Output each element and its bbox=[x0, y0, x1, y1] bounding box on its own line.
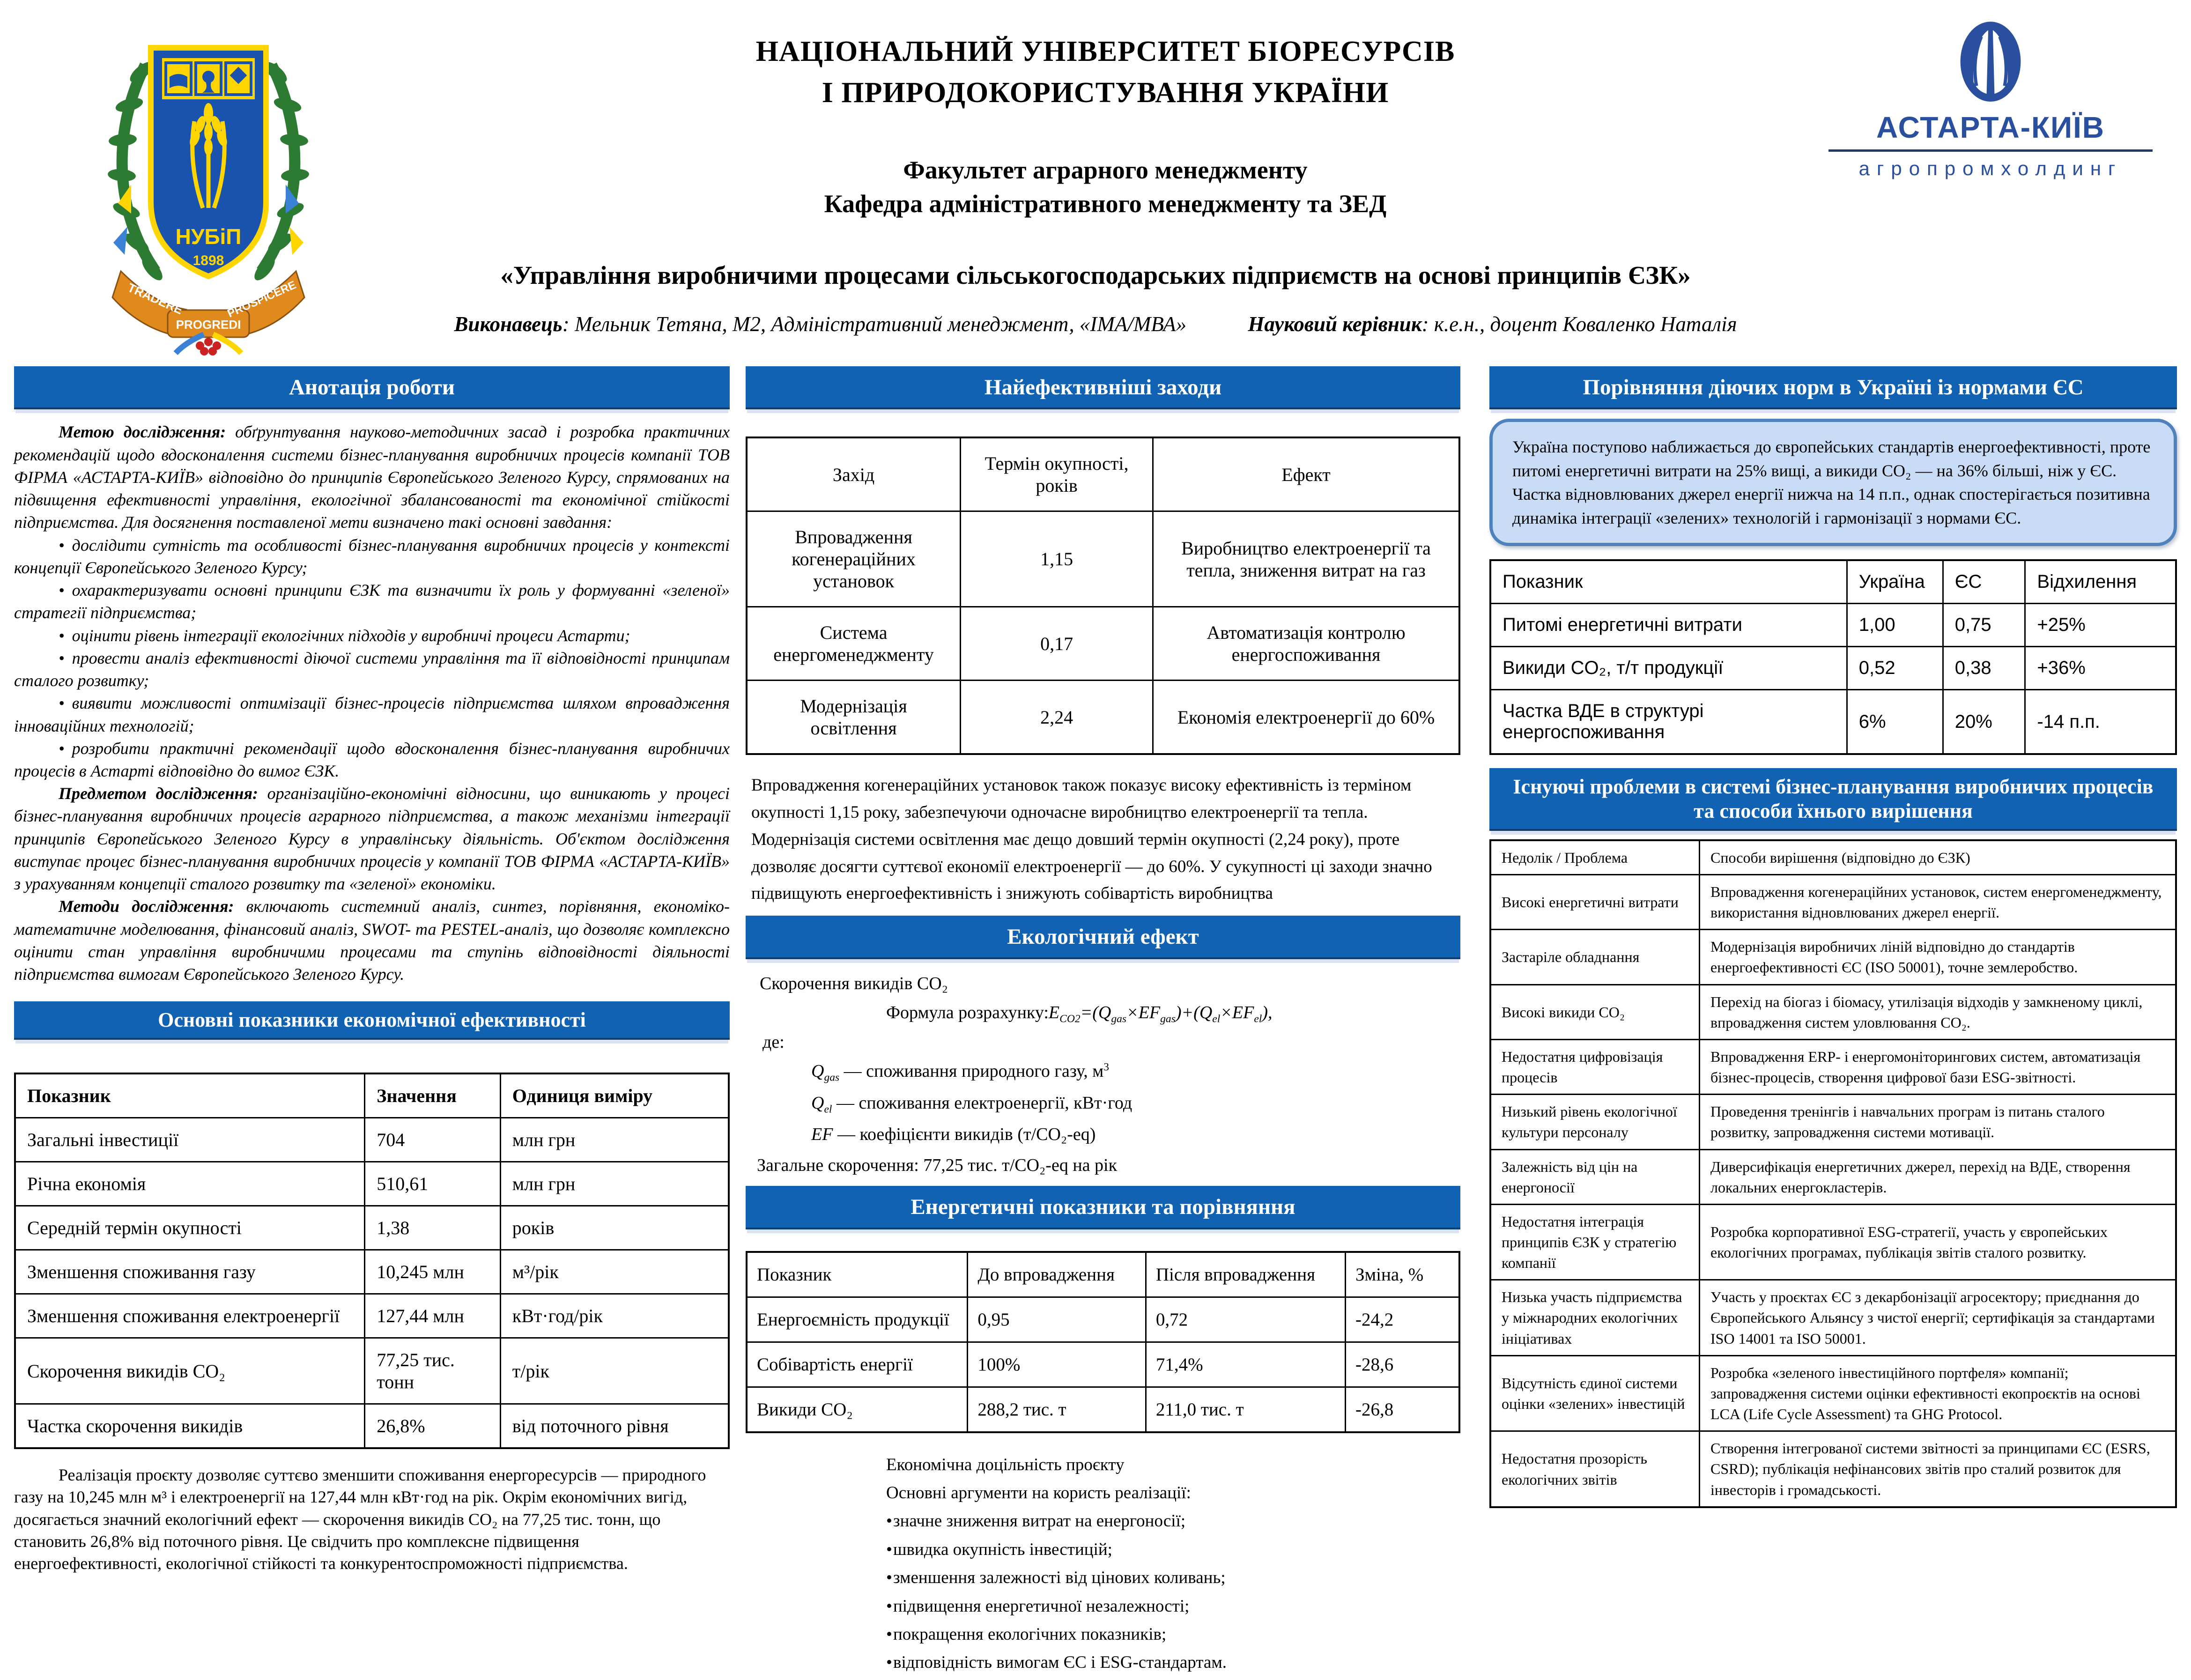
table-row bbox=[747, 1342, 1459, 1387]
cell: 77,25 тис. тонн bbox=[365, 1338, 501, 1404]
header-cell: Показник bbox=[1490, 560, 1847, 604]
university-name-line2: І ПРИРОДОКОРИСТУВАННЯ УКРАЇНИ bbox=[822, 77, 1389, 109]
ukraine-eu-infobox: Україна поступово наближається до європейських стандартів енергоефективності, проте питомі енергетичні витрати на 25% вищі, а викиди CO₂ — на 36% більші, ніж у ЄС. Частка відновлюваних джерел енергії нижча на 14 п.п., однак спостерігається позитивна динаміка інтеграції «зелених» технологій і гармонізації з нормами ЄС. bbox=[1489, 419, 2177, 546]
energy-table bbox=[746, 1251, 1460, 1433]
definition-text: — споживання електроенергії, кВт·год bbox=[832, 1093, 1133, 1113]
header-cell: Україна bbox=[1847, 560, 1943, 604]
ukraine-eu-table bbox=[1489, 559, 2177, 755]
formula-part: ×EF bbox=[1126, 1002, 1161, 1022]
header-cell: Показник bbox=[15, 1073, 365, 1118]
table-row bbox=[1490, 1355, 2176, 1431]
cell: 0,38 bbox=[1943, 647, 2025, 690]
formula-def-el bbox=[811, 1093, 1460, 1116]
astarta-subtitle: агропромхолдинг bbox=[1858, 157, 2123, 179]
column-measures bbox=[746, 366, 1460, 1680]
poster-title: «Управління виробничими процесами сільськогосподарських підприємств на основі принципів ЄЗК» bbox=[500, 261, 1691, 289]
astarta-divider bbox=[1828, 149, 2153, 152]
cell: -14 п.п. bbox=[2025, 690, 2176, 755]
cell: Високі енергетичні витрати bbox=[1490, 874, 1700, 929]
cell: Викиди CO₂, т/т продукції bbox=[1490, 647, 1847, 690]
cell: Відсутність єдиної системи оцінки «зелених» інвестицій bbox=[1490, 1355, 1700, 1431]
cell: Низька участь підприємства у міжнародних екологічних ініціативах bbox=[1490, 1280, 1700, 1355]
methods-label: Методи дослідження: bbox=[59, 897, 234, 916]
cell: млн грн bbox=[500, 1162, 729, 1206]
abstract-bullet bbox=[14, 647, 730, 692]
cell: 704 bbox=[365, 1118, 501, 1162]
table-row bbox=[15, 1404, 729, 1449]
bullet-text: виявити можливості оптимізації бізнес-процесів підприємства шляхом впровадження інноваційних технологій; bbox=[14, 694, 730, 735]
bullet-icon: • bbox=[886, 1653, 892, 1673]
formula-def-gas bbox=[811, 1061, 1460, 1084]
cell: 127,44 млн bbox=[365, 1294, 501, 1338]
cell: 2,24 bbox=[961, 681, 1153, 755]
table-row bbox=[1490, 647, 2176, 690]
eco-block bbox=[746, 973, 1460, 1176]
cell: -26,8 bbox=[1345, 1387, 1459, 1432]
cell: Енергоємність продукції bbox=[747, 1297, 968, 1342]
cell: Високі викиди CO₂ bbox=[1490, 984, 1700, 1039]
cell: років bbox=[500, 1206, 729, 1250]
cell: 71,4% bbox=[1146, 1342, 1345, 1387]
table-row bbox=[15, 1250, 729, 1294]
definition-text: — коефіцієнти викидів (т/CO₂-eq) bbox=[833, 1125, 1096, 1145]
goal-label: Метою дослідження: bbox=[59, 422, 226, 442]
abstract-bullet bbox=[14, 534, 730, 579]
cell: Економія електроенергії до 60% bbox=[1153, 681, 1459, 755]
formula-part: gas bbox=[1160, 1013, 1176, 1025]
eco-banner: Екологічний ефект bbox=[746, 916, 1460, 959]
supervisor-value: : к.е.н., доцент Коваленко Наталія bbox=[1421, 312, 1737, 336]
header-cell: Ефект bbox=[1153, 437, 1459, 511]
bullet-text: охарактеризувати основні принципи ЄЗК та визначити їх роль у формуванні «зеленої» стратегії підприємства; bbox=[14, 581, 730, 622]
cell: Частка ВДЕ в структурі енергоспоживання bbox=[1490, 690, 1847, 755]
feasibility-bullet bbox=[886, 1651, 1460, 1673]
cell: Середній термін окупності bbox=[15, 1206, 365, 1250]
bullet-icon: • bbox=[886, 1596, 892, 1616]
department-line: Кафедра адміністративного менеджменту та ЗЕД bbox=[824, 189, 1387, 218]
cell: Недостатня прозорість екологічних звітів bbox=[1490, 1431, 1700, 1507]
eco-line1: Скорочення викидів CO₂ bbox=[760, 973, 948, 993]
feasibility-subtitle: Основні аргументи на користь реалізації: bbox=[886, 1483, 1191, 1503]
symbol-sub: el bbox=[824, 1103, 832, 1116]
cell: Впровадження ERP- і енергомоніторингових систем, автоматизація бізнес-процесів, створення цифрової бази ESG-звітності. bbox=[1700, 1039, 2176, 1094]
cell: 211,0 тис. т bbox=[1146, 1387, 1345, 1432]
cell: Зменшення споживання газу bbox=[15, 1250, 365, 1294]
co2-formula bbox=[886, 1002, 1460, 1026]
abstract-bullet bbox=[14, 579, 730, 624]
cell: -24,2 bbox=[1345, 1297, 1459, 1342]
cell: Перехід на біогаз і біомасу, утилізація відходів у замкненому циклі, впровадження систем уловлювання CO₂. bbox=[1700, 984, 2176, 1039]
bullet-icon: • bbox=[59, 581, 65, 600]
table-header-row bbox=[1490, 560, 2176, 604]
byline bbox=[0, 312, 2191, 336]
feasibility-bullet bbox=[886, 1539, 1460, 1561]
header-center bbox=[539, 31, 1672, 221]
symbol: Q bbox=[811, 1093, 824, 1113]
cell: Створення інтегрованої системи звітності за принципами ЄС (ESRS, CSRD); публікація нефінансових звітів про сталий розвиток для інвесторів і громадськості. bbox=[1700, 1431, 2176, 1507]
abstract-bullet bbox=[14, 737, 730, 782]
cell: Впровадження когенераційних установок, систем енергоменеджменту, використання відновлюваних джерел енергії. bbox=[1700, 874, 2176, 929]
table-row bbox=[15, 1294, 729, 1338]
goal-text: обґрунтування науково-методичних засад і розробка практичних рекомендацій щодо вдосконалення системи бізнес-планування виробничих процесів компанії ТОВ ФІРМА «АСТАРТА-КИЇВ» відповідно до принципів Європейського Зеленого Курсу, спрямованих на підвищення ефективності управління, екологічної збалансованості та економічної стійкості підприємства. Для досягнення поставленої мети визначено такі основні завдання: bbox=[14, 422, 730, 532]
feasibility-bullet bbox=[886, 1510, 1460, 1532]
table-row bbox=[15, 1118, 729, 1162]
header-cell: Захід bbox=[747, 437, 961, 511]
motto-progredi: PROGREDI bbox=[176, 318, 241, 332]
cell: +36% bbox=[2025, 647, 2176, 690]
header-cell: Після впровадження bbox=[1146, 1252, 1345, 1297]
table-header-row bbox=[1490, 840, 2176, 875]
cell: 288,2 тис. т bbox=[968, 1387, 1146, 1432]
bullet-text: значне зниження витрат на енергоносії; bbox=[893, 1511, 1186, 1531]
header-cell: Значення bbox=[365, 1073, 501, 1118]
header-cell: Показник bbox=[747, 1252, 968, 1297]
bullet-icon: • bbox=[886, 1568, 892, 1588]
bullet-icon: • bbox=[59, 535, 65, 555]
definition-text: — споживання природного газу, м bbox=[839, 1061, 1104, 1081]
header-cell: Способи вирішення (відповідно до ЄЗК) bbox=[1700, 840, 2176, 875]
subject-text: організаційно-економічні відносини, що виникають у процесі бізнес-планування виробничих процесів аграрного підприємства, а також механізми інтеграції принципів Європейського Зеленого Курсу в управлінську діяльність. Об'єктом дослідження виступає процес бізнес-планування виробничих процесів у компанії ТОВ ФІРМА «АСТАРТА-КИЇВ» з урахуванням концепції сталого розвитку та «зеленої» економіки. bbox=[14, 784, 730, 894]
shield bbox=[151, 48, 266, 276]
formula-part: =(Q bbox=[1080, 1002, 1111, 1022]
cell: Собівартість енергії bbox=[747, 1342, 968, 1387]
cell: Недостатня цифровізація процесів bbox=[1490, 1039, 1700, 1094]
table-row bbox=[1490, 690, 2176, 755]
header-cell: Термін окупності, років bbox=[961, 437, 1153, 511]
cell: 0,75 bbox=[1943, 604, 2025, 647]
indicators-banner: Основні показники економічної ефективності bbox=[14, 1001, 730, 1040]
header-cell: Недолік / Проблема bbox=[1490, 840, 1700, 875]
formula-part: E bbox=[1048, 1002, 1060, 1022]
table-row bbox=[747, 1387, 1459, 1432]
cell: млн грн bbox=[500, 1118, 729, 1162]
bullet-text: оцінити рівень інтеграції екологічних підходів у виробничі процеси Астарти; bbox=[72, 626, 630, 645]
formula-part: el bbox=[1212, 1013, 1221, 1025]
nubip-abbr: НУБіП bbox=[175, 224, 242, 249]
measures-table bbox=[746, 437, 1460, 755]
feasibility-title: Економічна доцільність проєкту bbox=[886, 1455, 1125, 1474]
column-annotation bbox=[14, 366, 730, 1575]
cell: 1,38 bbox=[365, 1206, 501, 1250]
abstract-paragraph-goal bbox=[14, 421, 730, 533]
cell: 0,72 bbox=[1146, 1297, 1345, 1342]
superscript: 3 bbox=[1103, 1061, 1110, 1073]
cell: Залежність від цін на енергоносії bbox=[1490, 1149, 1700, 1204]
astarta-name: АСТАРТА-КИЇВ bbox=[1876, 111, 2105, 144]
executor-value: : Мельник Тетяна, М2, Адміністративний менеджмент, «ІМА/МВА» bbox=[562, 312, 1187, 336]
motto-tradere: TRADERE bbox=[126, 280, 185, 318]
bullet-text: відповідність вимогам ЄС і ESG-стандартам. bbox=[893, 1653, 1227, 1673]
header-cell: ЄС bbox=[1943, 560, 2025, 604]
formula-part: gas bbox=[1111, 1013, 1127, 1025]
cell: 0,52 bbox=[1847, 647, 1943, 690]
cell: Участь у проєктах ЄС з декарбонізації агросектору; приєднання до Європейського Альянсу з чистої енергії; сертифікація за стандартами ISO 14001 та ISO 50001. bbox=[1700, 1280, 2176, 1355]
cell: Модернізація виробничих ліній відповідно до стандартів енергоефективності ЄС (ISO 50001), точне землеробство. bbox=[1700, 930, 2176, 984]
cell: м³/рік bbox=[500, 1250, 729, 1294]
formula-part: CO2 bbox=[1059, 1013, 1081, 1025]
measures-note: Впровадження когенераційних установок також показує високу ефективність із терміном окупності 1,15 року, забезпечуючи одночасне виробництво електроенергії та тепла. Модернізація системи освітлення має дещо довший термін окупності (2,24 року), проте дозволяє досягти суттєвої економії електроенергії — до 60%. У сукупності ці заходи значно підвищують енергоефективність і знижують собівартість виробництва bbox=[751, 776, 1432, 903]
table-row bbox=[1490, 604, 2176, 647]
energy-banner: Енергетичні показники та порівняння bbox=[746, 1186, 1460, 1229]
bullet-icon: • bbox=[886, 1511, 892, 1531]
cell: 1,15 bbox=[961, 511, 1153, 607]
bullet-icon: • bbox=[59, 739, 65, 758]
cell: Частка скорочення викидів bbox=[15, 1404, 365, 1449]
cell: 10,245 млн bbox=[365, 1250, 501, 1294]
cell: 510,61 bbox=[365, 1162, 501, 1206]
table-row bbox=[15, 1162, 729, 1206]
cell: 0,95 bbox=[968, 1297, 1146, 1342]
header-cell: Одиниця виміру bbox=[500, 1073, 729, 1118]
supervisor-label: Науковий керівник bbox=[1248, 312, 1422, 336]
formula-part: ), bbox=[1262, 1002, 1273, 1022]
table-row bbox=[1490, 1095, 2176, 1149]
table-row bbox=[747, 1297, 1459, 1342]
bullet-text: зменшення залежності від цінових коливань; bbox=[893, 1568, 1226, 1588]
cell: Питомі енергетичні витрати bbox=[1490, 604, 1847, 647]
bullet-text: підвищення енергетичної незалежності; bbox=[893, 1596, 1190, 1616]
table-row bbox=[1490, 1149, 2176, 1204]
cell: 6% bbox=[1847, 690, 1943, 755]
bullet-text: провести аналіз ефективності діючої системи управління та її відповідності принципам сталого розвитку; bbox=[14, 648, 730, 690]
astarta-mark-icon bbox=[1958, 19, 2023, 106]
cell: від поточного рівня bbox=[500, 1404, 729, 1449]
cell: 26,8% bbox=[365, 1404, 501, 1449]
cell: 100% bbox=[968, 1342, 1146, 1387]
bullet-icon: • bbox=[59, 626, 65, 645]
formula-def-ef bbox=[811, 1124, 1460, 1145]
table-row bbox=[1490, 1280, 2176, 1355]
symbol: Q bbox=[811, 1061, 824, 1081]
table-row bbox=[15, 1338, 729, 1404]
cell: кВт·год/рік bbox=[500, 1294, 729, 1338]
cell: Автоматизація контролю енергоспоживання bbox=[1153, 607, 1459, 681]
abstract-text bbox=[14, 421, 730, 985]
column-comparison bbox=[1489, 366, 2177, 1508]
bullet-text: розробити практичні рекомендації щодо вдосконалення бізнес-планування виробничих процесів в Астарті відповідно до вимог ЄЗК. bbox=[14, 739, 730, 780]
table-row bbox=[1490, 1204, 2176, 1280]
astarta-logo bbox=[1822, 19, 2159, 180]
cell: т/рік bbox=[500, 1338, 729, 1404]
problems-banner-line2: та способи їхнього вирішення bbox=[1694, 799, 1973, 822]
economic-indicators-table bbox=[14, 1073, 730, 1449]
table-row bbox=[1490, 874, 2176, 929]
feasibility-bullet bbox=[886, 1567, 1460, 1589]
university-name-line1: НАЦІОНАЛЬНИЙ УНІВЕРСИТЕТ БІОРЕСУРСІВ bbox=[755, 36, 1455, 67]
subject-label: Предметом дослідження: bbox=[59, 784, 258, 803]
table-header-row bbox=[15, 1073, 729, 1118]
table-row bbox=[15, 1206, 729, 1250]
abstract-bullet bbox=[14, 692, 730, 737]
cell: Виробництво електроенергії та тепла, зниження витрат на газ bbox=[1153, 511, 1459, 607]
feasibility-block bbox=[886, 1454, 1460, 1674]
cell: Низький рівень екологічної культури персоналу bbox=[1490, 1095, 1700, 1149]
bullet-icon: • bbox=[59, 648, 65, 667]
header-cell: Зміна, % bbox=[1345, 1252, 1459, 1297]
table-row bbox=[1490, 1431, 2176, 1507]
cell: Зменшення споживання електроенергії bbox=[15, 1294, 365, 1338]
cell: Диверсифікація енергетичних джерел, перехід на ВДЕ, створення локальних енергокластерів. bbox=[1700, 1149, 2176, 1204]
header-cell: Відхилення bbox=[2025, 560, 2176, 604]
cell: Річна економія bbox=[15, 1162, 365, 1206]
cell: Скорочення викидів CO₂ bbox=[15, 1338, 365, 1404]
problems-table bbox=[1489, 839, 2177, 1508]
cell: Впровадження когенераційних установок bbox=[747, 511, 961, 607]
table-header-row bbox=[747, 437, 1459, 511]
cell: Загальні інвестиції bbox=[15, 1118, 365, 1162]
table-row bbox=[1490, 984, 2176, 1039]
formula-label: Формула розрахунку: bbox=[886, 1002, 1049, 1022]
problems-banner bbox=[1489, 768, 2177, 831]
table-row bbox=[1490, 1039, 2176, 1094]
annotation-banner: Анотація роботи bbox=[14, 366, 730, 409]
abstract-bullet bbox=[14, 624, 730, 647]
problems-banner-line1: Існуючі проблеми в системі бізнес-планування виробничих процесів bbox=[1513, 775, 2154, 799]
cell: Викиди CO₂ bbox=[747, 1387, 968, 1432]
comparison-banner: Порівняння діючих норм в Україні із нормами ЄС bbox=[1489, 366, 2177, 409]
feasibility-bullet bbox=[886, 1623, 1460, 1645]
conclusion-text bbox=[14, 1464, 730, 1575]
bullet-icon: • bbox=[59, 694, 65, 713]
table-row bbox=[1490, 930, 2176, 984]
abstract-paragraph-subject bbox=[14, 782, 730, 895]
cell: +25% bbox=[2025, 604, 2176, 647]
bullet-text: покращення екологічних показників; bbox=[893, 1624, 1167, 1644]
cell: Недостатня інтеграція принципів ЄЗК у стратегію компанії bbox=[1490, 1204, 1700, 1280]
nubip-logo bbox=[98, 7, 318, 355]
formula-part: el bbox=[1254, 1013, 1262, 1025]
formula-part: )+(Q bbox=[1175, 1002, 1213, 1022]
table-row bbox=[747, 511, 1459, 607]
cell: Застаріле обладнання bbox=[1490, 930, 1700, 984]
executor-label: Виконавець bbox=[454, 312, 563, 336]
methods-text: включають системний аналіз, синтез, порівняння, економіко-математичне моделювання, фінансовий аналіз, SWOT- та PESTEL-аналіз, що дозволяє комплексно оцінити стан управління виробничими процесами та ступінь відповідності діяльності підприємства вимогам Європейського Зеленого Курсу. bbox=[14, 897, 730, 984]
motto-prospicere: PROSPICERE bbox=[225, 278, 298, 320]
symbol-sub: gas bbox=[824, 1071, 840, 1084]
formula-where: де: bbox=[762, 1032, 785, 1052]
bullet-text: дослідити сутність та особливості бізнес-планування виробничих процесів у контексті концепції Європейського Зеленого Курсу; bbox=[14, 535, 730, 577]
measures-banner: Найефективніші заходи bbox=[746, 366, 1460, 409]
table-row bbox=[747, 607, 1459, 681]
abstract-paragraph-methods bbox=[14, 895, 730, 985]
faculty-line: Факультет аграрного менеджменту bbox=[903, 156, 1308, 185]
cell: 0,17 bbox=[961, 607, 1153, 681]
feasibility-bullet bbox=[886, 1595, 1460, 1617]
bullet-icon: • bbox=[886, 1624, 892, 1644]
cell: -28,6 bbox=[1345, 1342, 1459, 1387]
cell: 1,00 bbox=[1847, 604, 1943, 647]
cell: Модернізація освітлення bbox=[747, 681, 961, 755]
conclusion-paragraph: Реалізація проєкту дозволяє суттєво зменшити споживання енергоресурсів — природного газу на 10,245 млн м³ і електроенергії на 127,44 млн кВт·год на рік. Окрім економічних вигід, досягається значний екологічний ефект — скорочення викидів CO₂ на 77,25 тис. тонн, що становить 26,8% від поточного рівня. Це свідчить про комплексне підвищення енергоефективності, екологічної стійкості та конкурентоспроможності підприємства. bbox=[14, 1465, 706, 1573]
nubip-year: 1898 bbox=[192, 253, 224, 268]
bullet-text: швидка окупність інвестицій; bbox=[893, 1539, 1112, 1559]
symbol: EF bbox=[811, 1125, 833, 1145]
cell: Проведення тренінгів і навчальних програм із питань сталого розвитку, запровадження системи мотивації. bbox=[1700, 1095, 2176, 1149]
cell: 20% bbox=[1943, 690, 2025, 755]
bullet-icon: • bbox=[886, 1539, 892, 1559]
table-header-row bbox=[747, 1252, 1459, 1297]
cell: Система енергоменеджменту bbox=[747, 607, 961, 681]
table-row bbox=[747, 681, 1459, 755]
cell: Розробка корпоративної ESG-стратегії, участь у європейських екологічних програмах, публікація звітів сталого розвитку. bbox=[1700, 1204, 2176, 1280]
header-cell: До впровадження bbox=[968, 1252, 1146, 1297]
eco-total: Загальне скорочення: 77,25 тис. т/CO₂-eq на рік bbox=[757, 1155, 1118, 1176]
formula-part: ×EF bbox=[1220, 1002, 1254, 1022]
cell: Розробка «зеленого інвестиційного портфеля» компанії; запровадження системи оцінки ефективності екопроєктів на основі LCA (Life Cycle Assessment) та GHG Protocol. bbox=[1700, 1355, 2176, 1431]
